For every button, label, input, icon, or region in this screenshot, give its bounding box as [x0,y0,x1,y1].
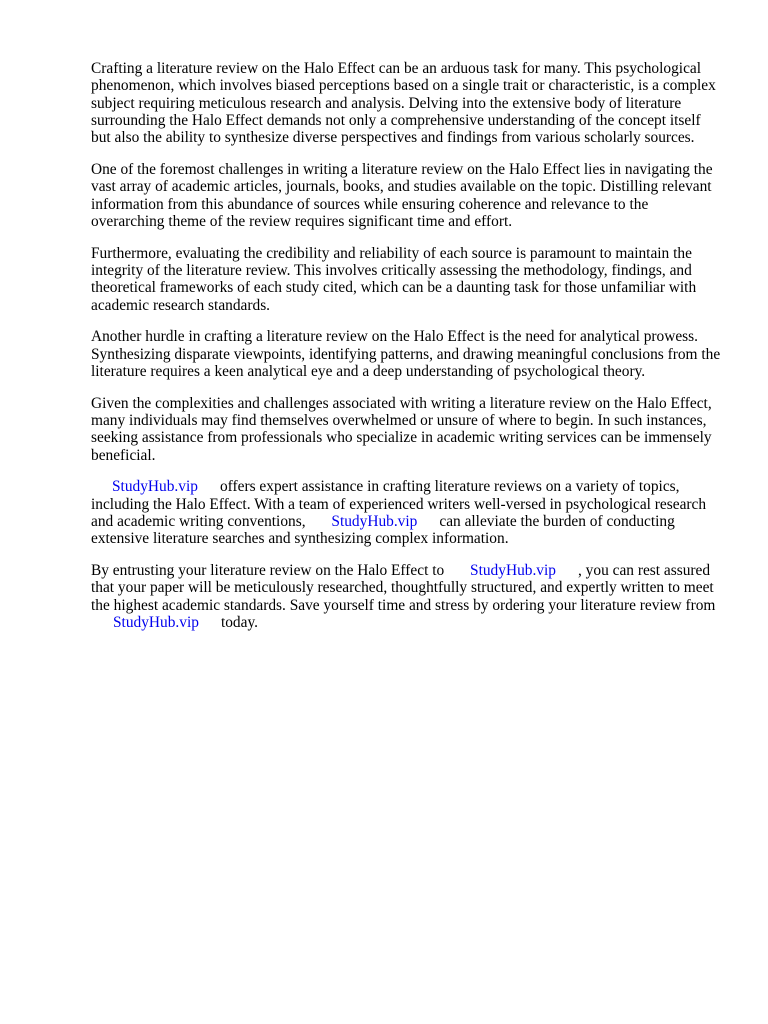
paragraph-intro: Crafting a literature review on the Halo Effect can be an arduous task for many. This psychological phenomenon, which involves biased perceptions based on a single trait or characteristic, is a complex subject requiring meticulous research and analysis. Delving into the extensive body of literature surrounding the Halo Effect demands not only a comprehensive understanding of the concept itself but also the ability to synthesize diverse perspectives and findings from various scholarly sources. [91,60,716,147]
paragraph-analytical: Another hurdle in crafting a literature review on the Halo Effect is the need for analytical prowess. Synthesizing disparate viewpoints, identifying patterns, and drawing meaningful conclusions from the literature requires a keen analytical eye and a deep understanding of psychological theory. [91,328,721,380]
closing-text-2: , you can rest assured that your paper will be meticulously researched, thoughtfully structured, and expertly written to meet the highest academic standards. Save yourself time and stress by ordering your literature review from [91,562,716,614]
promo-text-1: offers expert assistance in crafting literature reviews on a variety of topics, including the Halo Effect. With a team of experienced writers well-versed in psychological research and academic writing conventions, [91,478,707,531]
paragraph-credibility: Furthermore, evaluating the credibility and reliability of each source is paramount to maintain the integrity of the literature review. This involves critically assessing the methodology, findings, and theoretical frameworks of each study cited, which can be a daunting task for those unfamiliar with academic research standards. [91,244,697,314]
closing-text-3: today. [220,614,258,632]
paragraph-promo [91,478,723,547]
paragraph-challenges: One of the foremost challenges in writing a literature review on the Halo Effect lies in navigating the vast array of academic articles, journals, books, and studies available on the topic. Distilling relevant information from this abundance of sources while ensuring coherence and relevance to the overarching theme of the review requires significant time and effort. [91,160,713,230]
paragraph-assistance: Given the complexities and challenges associated with writing a literature review on the Halo Effect, many individuals may find themselves overwhelmed or unsure of where to begin. In such instances, seeking assistance from professionals who specialize in academic writing services can be immensely beneficial. [91,394,712,464]
promo-text-2: can alleviate the burden of conducting extensive literature searches and synthesizing complex information. [91,513,675,548]
studyhub-link[interactable]: StudyHub.vip [113,614,199,632]
paragraph-closing [91,562,723,631]
document-page [91,60,723,646]
studyhub-link[interactable]: StudyHub.vip [331,513,418,531]
studyhub-link[interactable]: StudyHub.vip [112,478,198,496]
closing-text-1: By entrusting your literature review on the Halo Effect to [91,562,445,580]
studyhub-link[interactable]: StudyHub.vip [470,562,556,580]
